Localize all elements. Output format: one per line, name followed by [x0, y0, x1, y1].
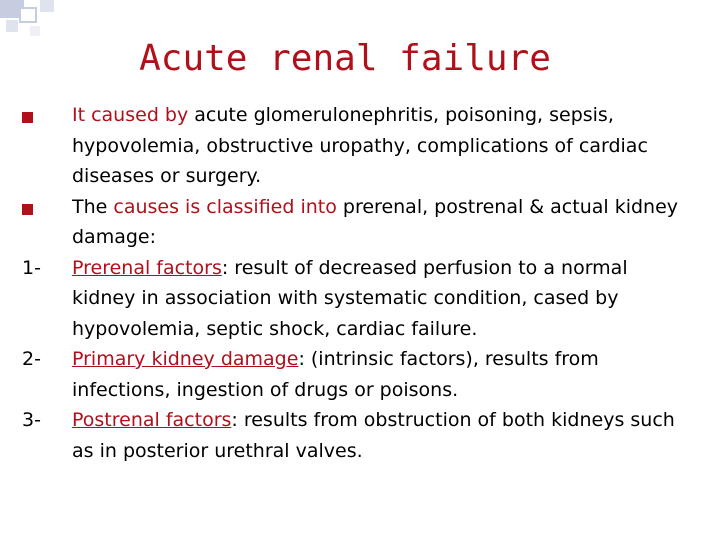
square-bullet-icon — [22, 112, 33, 123]
list-item — [22, 253, 692, 345]
item-number: 2- — [22, 348, 41, 370]
list-item — [22, 344, 692, 405]
item-prefix: The — [72, 195, 114, 218]
item-text: : results from obstruction of both kidneys such as in posterior urethral valves. — [72, 409, 675, 462]
emphasis-text: It caused by — [72, 104, 189, 126]
item-number: 1- — [22, 256, 41, 279]
term-text: Primary kidney damage — [72, 348, 299, 370]
item-text: : result of decreased perfusion to a normal kidney in association with systematic condition, cased by hypovolemia, septic shock, cardiac failure. — [72, 256, 628, 340]
term-text: Postrenal factors — [72, 409, 232, 431]
item-text: acute glomerulonephritis, poisoning, sepsis, hypovolemia, obstructive uropathy, complications of cardiac diseases or surgery. — [72, 104, 648, 187]
item-text: prerenal, postrenal & actual kidney damage: — [72, 195, 679, 248]
emphasis-text: causes is classified into — [113, 195, 337, 218]
corner-decoration — [0, 0, 140, 40]
slide-title: Acute renal failure — [139, 38, 551, 79]
list-item — [22, 100, 692, 192]
list-item — [22, 192, 692, 253]
item-number: 3- — [22, 409, 41, 431]
item-text: : (intrinsic factors), results from infections, ingestion of drugs or poisons. — [72, 348, 599, 401]
slide-content — [22, 100, 692, 466]
term-text: Prerenal factors — [72, 256, 222, 279]
list-item — [22, 405, 692, 466]
square-bullet-icon — [22, 204, 33, 215]
